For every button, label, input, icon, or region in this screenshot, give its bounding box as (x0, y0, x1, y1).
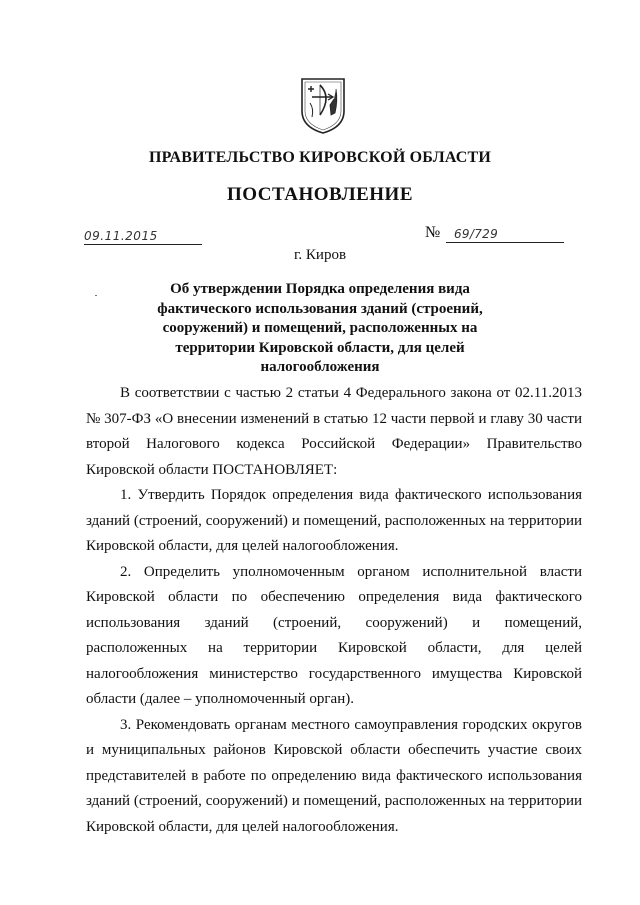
paragraph-2: 2. Определить уполномоченным органом исполнительной власти Кировской области по обеспечению определения вида фактического использования зданий (строений, сооружений) и помещений, расположенных на территории Кировской области, для целей налогообложения министерство государственного имущества Кировской области (далее – уполномоченный орган). (86, 563, 582, 707)
number-field (446, 226, 564, 243)
date-value: 09.11.2015 (84, 229, 158, 243)
paragraph-3: 3. Рекомендовать органам местного самоуправления городских округов и муниципальных районов Кировской области обеспечить участие своих представителей в работе по определению вида фактического использования зданий (строений, сооружений) и помещений, расположенных на территории Кировской области, для целей налогообложения. (86, 716, 582, 835)
number-sign: № (425, 224, 441, 241)
document-body (86, 381, 582, 840)
paragraph-preamble: В соответствии с частью 2 статьи 4 Федерального закона от 02.11.2013 № 307-ФЗ «О внесении изменений в статью 12 части первой и главу 30 части второй Налогового кодекса Российской Федерации» Правительство Кировской области ПОСТАНОВЛЯЕТ: (86, 385, 582, 478)
coat-of-arms-icon (298, 75, 348, 135)
scan-artifact (95, 295, 97, 296)
document-subject: Об утверждении Порядка определения вида фактического использования зданий (строений, сооружений) и помещений, расположенных на территории Кировской области, для целей налогообложения (157, 281, 483, 375)
paragraph-1: 1. Утвердить Порядок определения вида фактического использования зданий (строений, сооружений) и помещений, расположенных на территории Кировской области, для целей налогообложения. (86, 487, 582, 554)
government-title: ПРАВИТЕЛЬСТВО КИРОВСКОЙ ОБЛАСТИ (148, 149, 492, 166)
city: г. Киров (293, 247, 347, 263)
number-value: 69/729 (454, 227, 499, 241)
document-type: ПОСТАНОВЛЕНИЕ (226, 184, 414, 205)
date-field (84, 228, 202, 245)
